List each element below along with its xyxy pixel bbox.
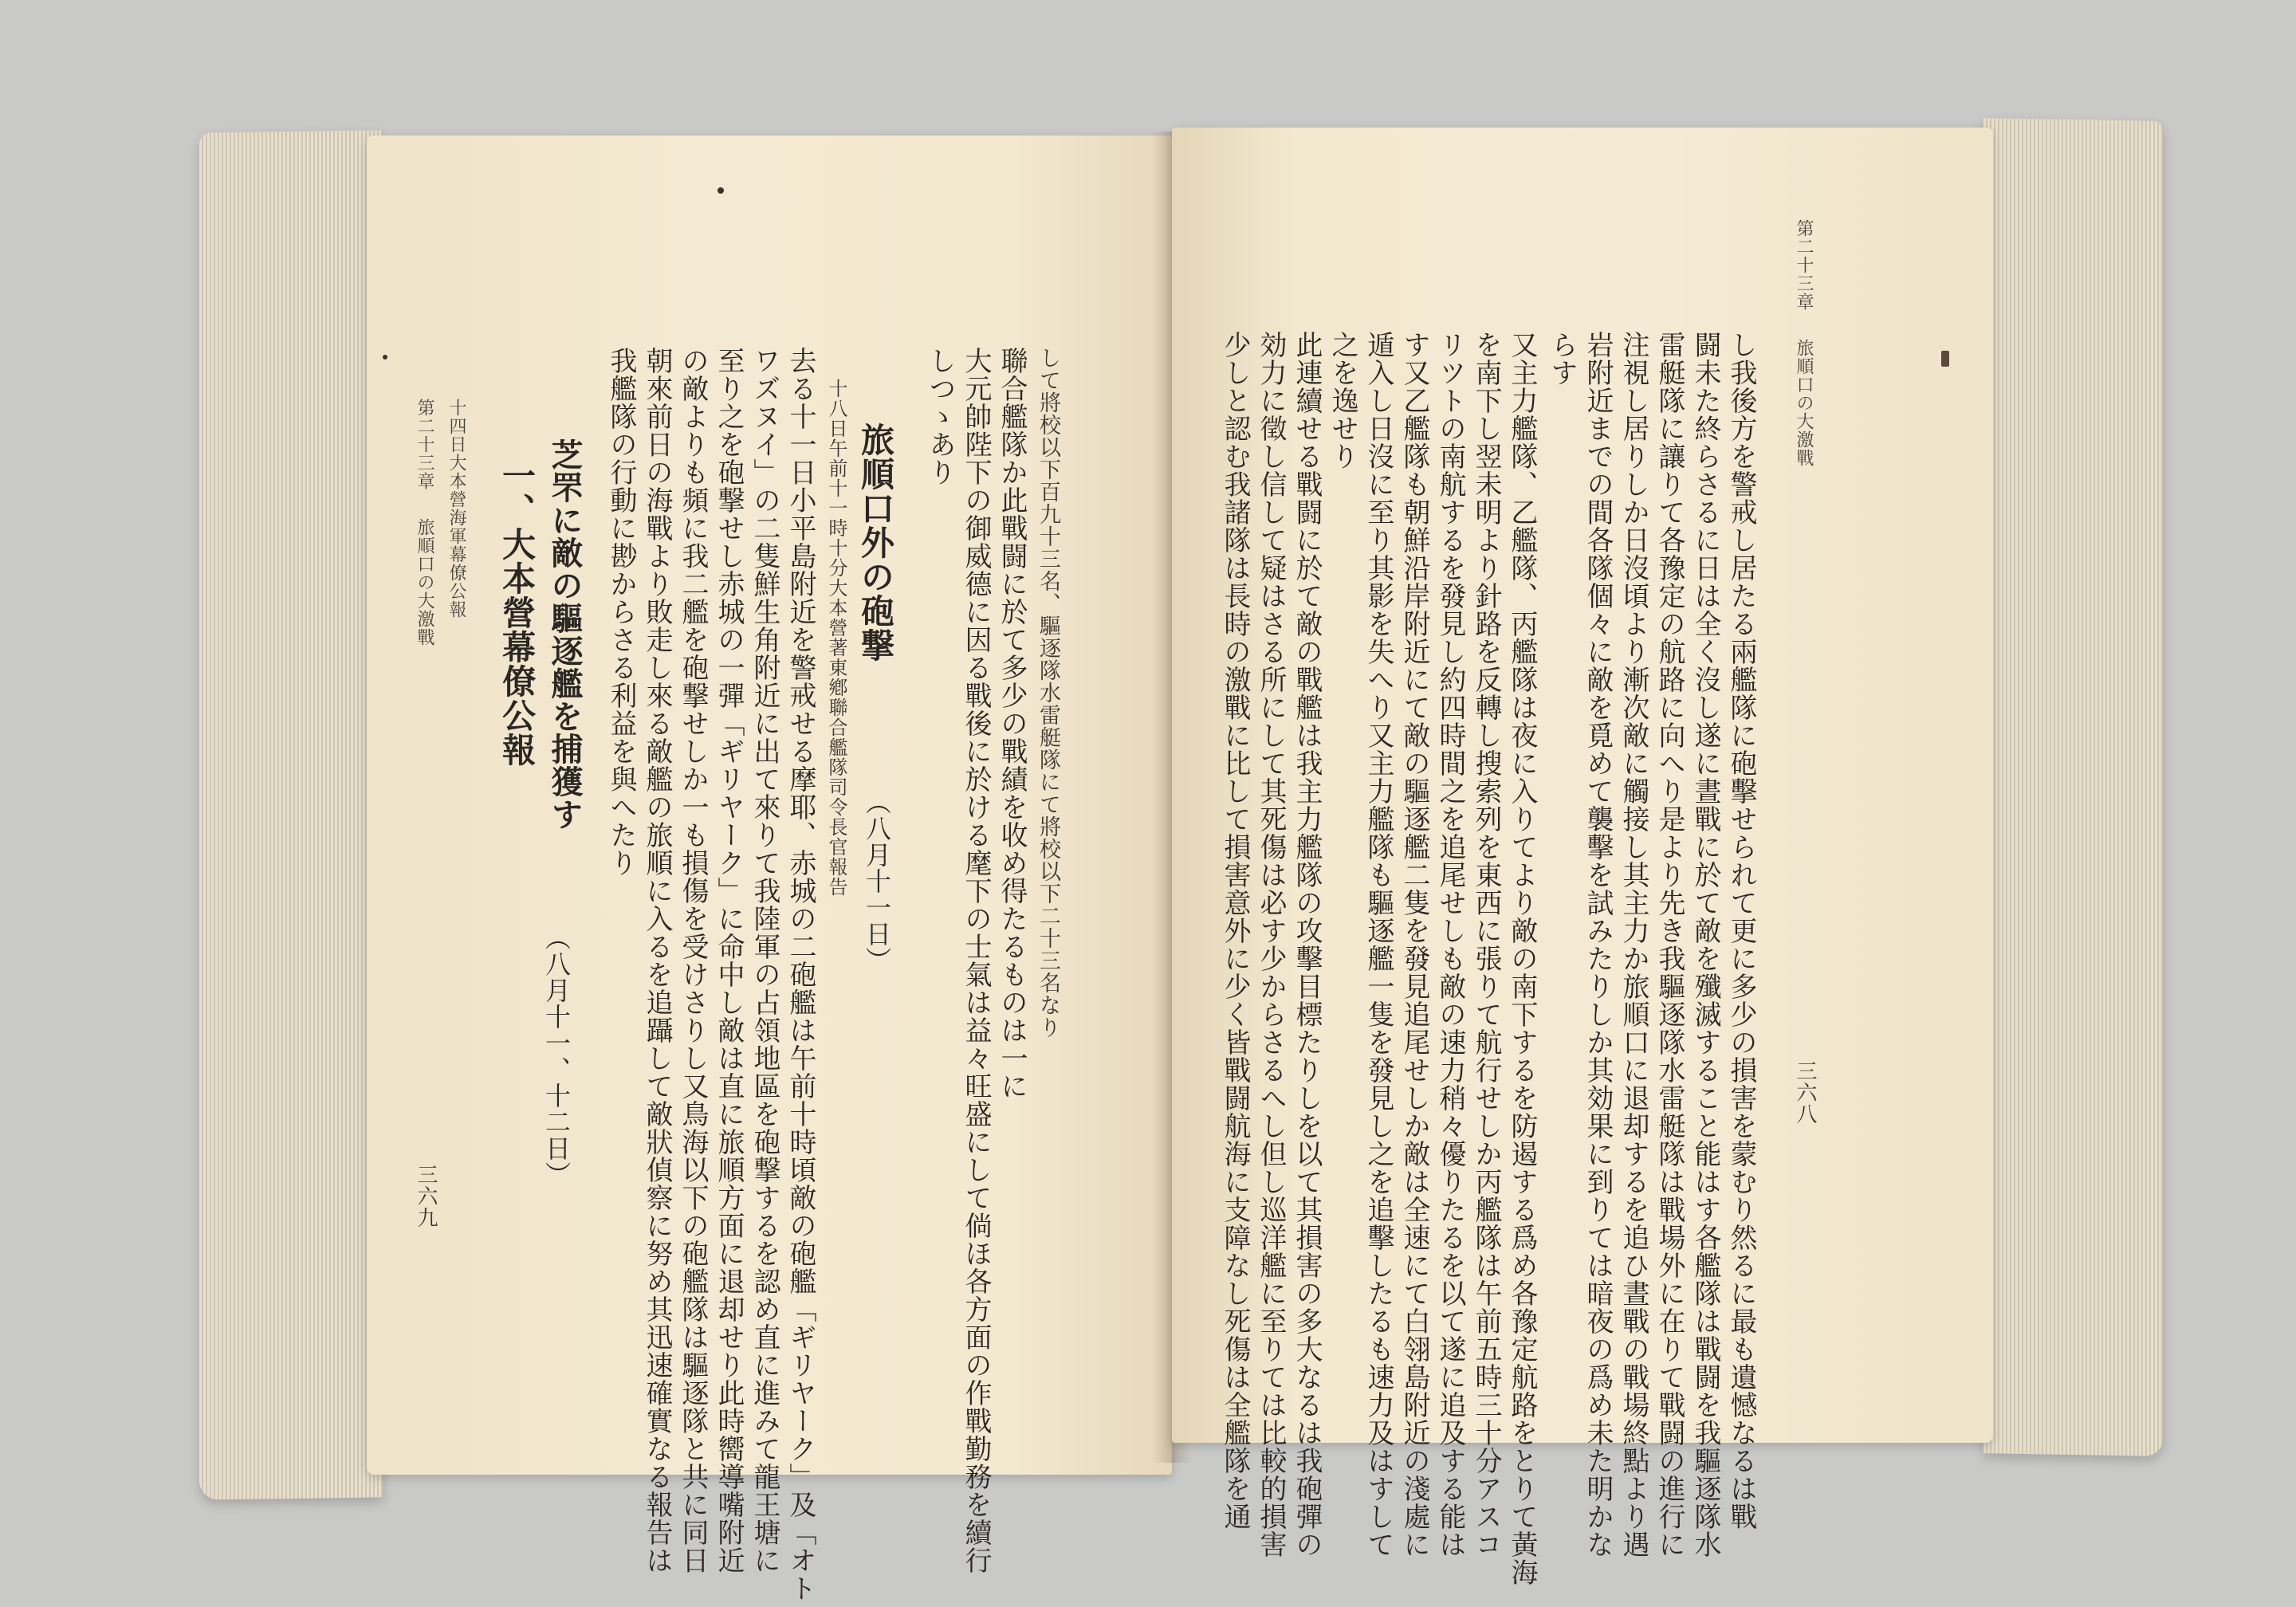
left-running-header-title: 旅順口の大激戰 [415, 518, 434, 646]
right-page [1172, 128, 1993, 1586]
left-running-header-subtitle: 十四日大本營海軍幕僚公報 [446, 399, 466, 619]
right-line-12: 之を逸せり [1327, 331, 1358, 470]
right-running-header-chapter: 第二十三章 [1794, 219, 1814, 311]
right-line-7: 又主力艦隊、乙艦隊、丙艦隊は夜に入りてより敵の南下するを防遏する爲め各豫定航路をとりて黃海 [1506, 331, 1538, 1586]
right-line-13: 此連續せる戰闘に於て敵の戰艦は我主力艦隊の攻擊目標たりしを以て其損害の多大なるは我砲彈の [1291, 331, 1323, 1558]
left-top-line-4: しつゝあり [924, 347, 956, 486]
section1-note: 十八日午前十一時十分大本營著東鄕聯合艦隊司令長官報告 [825, 379, 847, 897]
left-page-number: 三六九 [414, 1164, 438, 1228]
section2-title: 芝罘に敵の驅逐艦を捕獲す [546, 438, 584, 831]
section2-heading: 一、大本營幕僚公報 [497, 458, 537, 767]
right-line-8: を南下し翌未明より針路を反轉し搜索列を東西に張りて航行せしか丙艦隊は午前五時三十分アスコ [1470, 331, 1502, 1558]
right-line-14: 効力に徵し信して疑はさる所にして其死傷は必す少からさるへし但し巡洋艦に至りては比較的損害 [1255, 331, 1287, 1558]
right-line-5: 岩附近までの間各隊個々に敵を覓めて襲擊を試みたりしか其効果に到りては暗夜の爲め未た明かな [1582, 331, 1614, 1558]
page-speck [383, 355, 387, 360]
left-page-stack [199, 130, 383, 1499]
right-running-header-title: 旅順口の大激戰 [1794, 339, 1814, 467]
right-line-2: 闘未た終らさるに日は全く沒し遂に晝戰に於て敵を殲滅すること能はす各艦隊は戰闘を我驅逐隊水 [1689, 331, 1721, 1558]
left-top-line-2: 聯合艦隊か此戰闘に於て多少の戰績を收め得たるものは一に [996, 347, 1028, 1100]
section1-line-5: 朝來前日の海戰より敗走し來る敵艦の旅順に入るを追躡して敵狀偵察に努め其迅速確實なる報告は [641, 347, 673, 1574]
right-line-3: 雷艇隊に讓りて各豫定の航路に向へり是より先き我驅逐隊水雷艇隊は戰場外に在りて戰闘の進行に [1653, 331, 1685, 1558]
right-line-11: 遁入し日沒に至り其影を失へり又主力艦隊も驅逐艦一隻を發見し之を追擊したるも速力及はすして [1362, 331, 1394, 1558]
left-running-header-chapter: 第二十三章 [415, 399, 434, 490]
right-line-4: 注視し居りしか日沒頃より漸次敵に觸接し其主力か旅順口に退却するを追ひ晝戰の戰場終點より遇 [1618, 331, 1649, 1558]
page-tab-mark [1941, 351, 1949, 367]
section1-line-3: 至り之を砲撃せし赤城の一彈「ギリヤーク」に命中し敵は直に旅順方面に退却せり此時嚮導嘴附近 [713, 347, 745, 1574]
right-line-6: らす [1546, 331, 1578, 387]
right-line-9: リツトの南航するを發見し約四時間之を追尾せしも敵の速力稍々優りたるを以て遂に追及する能は [1434, 331, 1466, 1558]
section1-line-2: ワズヌイ」の二隻鮮生角附近に出て來りて我陸軍の占領地區を砲撃するを認め直に進みて龍王塘に [749, 347, 780, 1574]
right-line-15: 少しと認む我諸隊は長時の激戰に比して損害意外に少く皆戰闘航海に支障なし死傷は全艦隊を通 [1219, 331, 1251, 1530]
section1-date: （八月十一日） [862, 789, 892, 973]
section1-line-1: 去る十一日小平島附近を警戒せる摩耶、赤城の二砲艦は午前十時頃敵の砲艦「ギリヤーク」及「オト [784, 347, 816, 1602]
section1-line-6: 我艦隊の行動に尠からさる利益を與へたり [605, 347, 637, 877]
left-top-line-3: 大元帥陛下の御威德に因る戰後に於ける麾下の士氣は益々旺盛にして倘ほ各方面の作戰勤務を續行 [960, 347, 992, 1574]
right-line-1: し我後方を警戒し居たる兩艦隊に砲擊せられて更に多少の損害を蒙むり然るに最も遺憾なるは戰 [1725, 331, 1757, 1530]
right-page-stack [1983, 118, 2163, 1456]
section1-heading: 旅順口外の砲撃 [856, 422, 895, 662]
left-top-line-1: して將校以下百九十三名、驅逐隊水雷艇隊にて將校以下二十三名なり [1036, 347, 1060, 1039]
section1-line-4: の敵よりも頻に我二艦を砲撃せしか一も損傷を受けさりし又鳥海以下の砲艦隊は驅逐隊と共に同日 [677, 347, 709, 1574]
section2-date: （八月十一、十二日） [541, 925, 572, 1188]
page-speck [718, 187, 724, 194]
right-line-10: す又乙艦隊も朝鮮沿岸附近にて敵の驅逐艦二隻を發見追尾せしか敵は全速にて白翎島附近の淺處に [1398, 331, 1430, 1558]
right-page-number: 三六八 [1793, 1060, 1817, 1125]
left-page [367, 136, 1172, 1602]
